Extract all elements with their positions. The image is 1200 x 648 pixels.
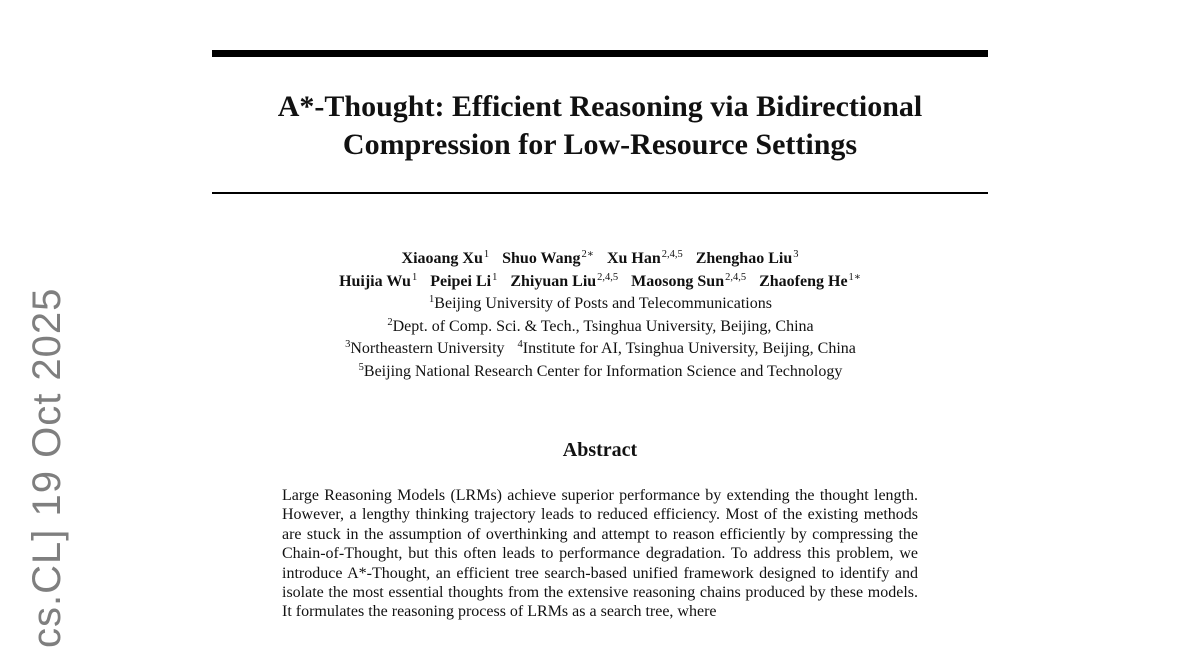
affiliation-line <box>212 316 988 339</box>
affiliation: $^1$Beijing University of Posts and Telecommunications <box>429 294 772 312</box>
affiliation: $^5$Beijing National Research Center for Information Science and Technology <box>358 361 843 380</box>
title-line: A*-Thought: Efficient Reasoning via Bidirectional <box>277 90 923 123</box>
author-affiliation-mark: 1 <box>483 249 490 260</box>
author-affiliation-mark: 1∗ <box>848 271 861 283</box>
author-name: Peipei Li$^1$ <box>430 271 498 290</box>
author-affiliation-mark: 2,4,5 <box>725 271 747 283</box>
author-name: Zhaofeng $He^{1∗}$ <box>759 271 861 290</box>
author-name: Xiaoang Xu$^1$ <box>401 249 490 267</box>
affiliation: $^4$Institute for AI, Tsinghua University, Beijing, China <box>517 339 856 357</box>
author-name: Zhenghao Liu$^3$ <box>695 249 799 267</box>
paper-title <box>212 88 988 164</box>
author-line-2 <box>212 271 988 294</box>
affiliation-line <box>212 361 988 384</box>
title-line: Compression for Low-Resource Settings <box>342 128 858 161</box>
author-affiliation-mark: 1 <box>492 271 498 283</box>
author-name: Zhiyuan Liu$^{2,4,5}$ <box>510 271 619 290</box>
title-bottom-rule <box>212 192 988 194</box>
author-affiliation-mark: 2,4,5 <box>597 271 619 283</box>
affiliation-line <box>212 338 988 361</box>
author-affiliation-mark: 2,4,5 <box>661 249 683 260</box>
author-name: Xu Han$^{2,4,5}$ <box>606 249 683 267</box>
author-line-1 <box>212 248 988 271</box>
title-top-rule <box>212 50 988 57</box>
affiliation: $^3$Northeastern University <box>345 339 505 357</box>
abstract-heading: Abstract <box>562 439 638 461</box>
author-name: Shuo Wang$^{2∗}$ <box>502 249 594 267</box>
author-affiliation-mark: 3 <box>793 249 799 260</box>
affiliation-line <box>212 293 988 316</box>
affiliation: $^2$Dept. of Comp. Sci. & Tech., Tsinghua University, Beijing, China <box>387 316 814 335</box>
author-affiliation-mark: 1 <box>411 271 418 283</box>
abstract-text: Large Reasoning Models (LRMs) achieve superior performance by extending the thought length. However, a lengthy thinking trajectory leads to reduced efficiency. Most of the existing methods are stuck in the assumption of overthinking and attempt to reason efficiently by compressing the Chain-of-Thought, but this often leads to performance degradation. To address this problem, we introduce A*-Thought, an efficient tree search-based unified framework designed to identify and isolate the most essential thoughts from the extensive reasoning chains produced by these models. It formulates the reasoning process of LRMs as a search tree, where <box>282 487 918 621</box>
author-name: Maosong Sun$^{2,4,5}$ <box>631 271 747 290</box>
author-affiliation-mark: 2∗ <box>581 249 594 260</box>
author-block <box>212 248 988 383</box>
arxiv-side-stamp: cs.CL] 19 Oct 2025 <box>25 287 69 648</box>
author-name: Huijia Wu$^1$ <box>339 271 418 290</box>
